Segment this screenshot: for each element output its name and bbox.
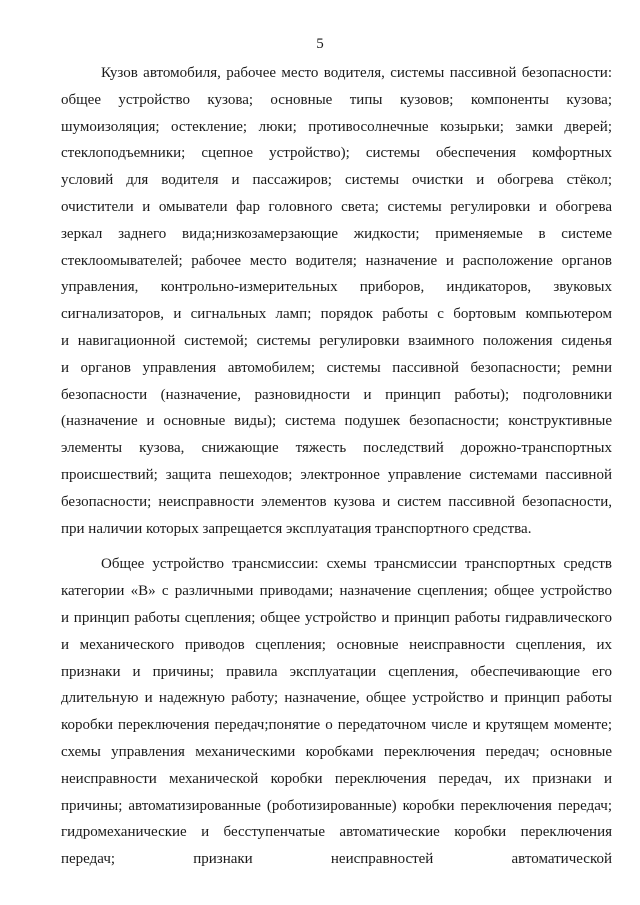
text-line: шумоизоляция; остекление; люки; противосолнечные козырьки; замки дверей; — [61, 118, 612, 135]
text-line: Общее устройство трансмиссии: схемы трансмиссии транспортных средств — [101, 556, 612, 573]
text-line: и механического приводов сцепления; основные неисправности сцепления, их — [61, 636, 612, 653]
text-line: зеркал заднего вида;низкозамерзающие жидкости; применяемые в системе — [61, 225, 612, 242]
text-line: стеклоомывателей; рабочее место водителя; назначение и расположение органов — [61, 252, 612, 269]
text-line: при наличии которых запрещается эксплуатация транспортного средства. — [61, 520, 532, 537]
document-body — [61, 60, 612, 873]
text-line: общее устройство кузова; основные типы кузовов; компоненты кузова; — [61, 91, 612, 108]
text-line: коробки переключения передач;понятие о передаточном числе и крутящем моменте; — [61, 717, 612, 734]
paragraph-transmission — [61, 551, 612, 873]
text-line: (назначение и основные виды); система подушек безопасности; конструктивные — [61, 413, 612, 430]
text-line: длительную и надежную работу; назначение, общее устройство и принцип работы — [61, 690, 612, 707]
text-line: управления, контрольно-измерительных приборов, индикаторов, звуковых — [61, 279, 612, 296]
text-line: и органов управления автомобилем; системы пассивной безопасности; ремни — [61, 359, 612, 376]
page-number: 5 — [316, 36, 324, 52]
text-line: безопасности; неисправности элементов кузова и систем пассивной безопасности, — [61, 493, 612, 510]
text-line: стеклоподъемники; сцепное устройство); системы обеспечения комфортных — [61, 145, 612, 162]
text-line: гидромеханические и бесступенчатые автоматические коробки переключения — [61, 824, 612, 841]
text-line: происшествий; защита пешеходов; электронное управление системами пассивной — [61, 466, 612, 483]
text-line: и навигационной системой; системы регулировки взаимного положения сиденья — [61, 332, 612, 349]
text-line: Кузов автомобиля, рабочее место водителя, системы пассивной безопасности: — [101, 65, 612, 81]
text-line: передач; признаки неисправностей автоматической — [61, 851, 612, 868]
text-line: сигнализаторов, и сигнальных ламп; порядок работы с бортовым компьютером — [61, 306, 612, 323]
paragraph-body-safety — [61, 60, 612, 542]
text-line: элементы кузова, снижающие тяжесть последствий дорожно-транспортных — [61, 440, 612, 457]
text-line: и принцип работы сцепления; общее устройство и принцип работы гидравлического — [61, 609, 612, 626]
text-line: неисправности механической коробки переключения передач, их признаки и — [61, 770, 612, 787]
text-line: безопасности (назначение, разновидности и принцип работы); подголовники — [61, 386, 612, 403]
text-line: признаки и причины; правила эксплуатации сцепления, обеспечивающие его — [61, 663, 612, 680]
text-line: схемы управления механическими коробками переключения передач; основные — [61, 743, 612, 760]
text-line: условий для водителя и пассажиров; системы очистки и обогрева стёкол; — [61, 172, 612, 189]
text-line: причины; автоматизированные (роботизированные) коробки переключения передач; — [61, 797, 612, 814]
text-line: категории «В» с различными приводами; назначение сцепления; общее устройство — [61, 583, 612, 600]
text-line: очистители и омыватели фар головного света; системы регулировки и обогрева — [61, 198, 612, 215]
